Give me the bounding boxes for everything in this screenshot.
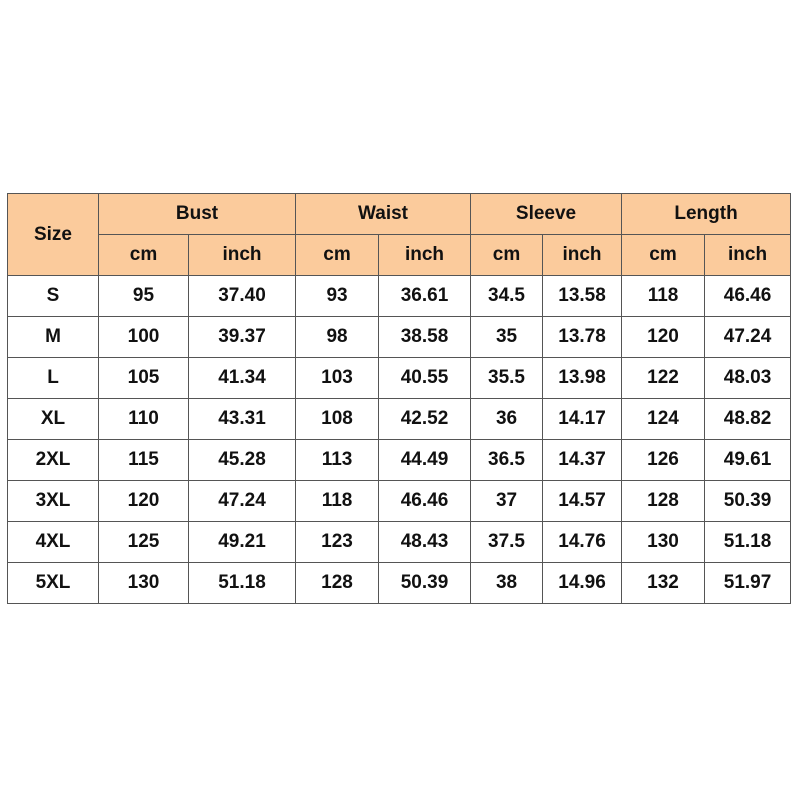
sleeve-inch-cell: 14.17 [543,399,622,440]
sleeve-inch-cell: 13.58 [543,276,622,317]
bust-cm-cell: 95 [99,276,189,317]
length-inch-cell: 47.24 [705,317,791,358]
length-inch-cell: 50.39 [705,481,791,522]
waist-cm-cell: 93 [296,276,379,317]
table-row [8,522,791,563]
waist-inch-cell: 36.61 [379,276,471,317]
bust-inch-cell: 45.28 [189,440,296,481]
waist-inch-cell: 46.46 [379,481,471,522]
table-row [8,317,791,358]
header-unit-inch: inch [189,235,296,276]
sleeve-inch-cell: 14.37 [543,440,622,481]
length-cm-cell: 128 [622,481,705,522]
length-inch-cell: 49.61 [705,440,791,481]
bust-inch-cell: 51.18 [189,563,296,604]
waist-cm-cell: 103 [296,358,379,399]
header-unit-cm: cm [99,235,189,276]
waist-inch-cell: 50.39 [379,563,471,604]
sleeve-cm-cell: 36 [471,399,543,440]
length-inch-cell: 51.18 [705,522,791,563]
bust-cm-cell: 105 [99,358,189,399]
size-cell: XL [8,399,99,440]
bust-cm-cell: 125 [99,522,189,563]
size-cell: S [8,276,99,317]
length-inch-cell: 46.46 [705,276,791,317]
header-length: Length [622,194,791,235]
table-row [8,276,791,317]
waist-cm-cell: 113 [296,440,379,481]
table-row [8,481,791,522]
sleeve-cm-cell: 36.5 [471,440,543,481]
size-cell: M [8,317,99,358]
bust-cm-cell: 120 [99,481,189,522]
sleeve-inch-cell: 14.57 [543,481,622,522]
header-unit-inch: inch [379,235,471,276]
header-unit-cm: cm [471,235,543,276]
waist-cm-cell: 108 [296,399,379,440]
bust-cm-cell: 110 [99,399,189,440]
table-row [8,358,791,399]
size-chart-header [8,194,791,276]
bust-inch-cell: 39.37 [189,317,296,358]
waist-cm-cell: 123 [296,522,379,563]
waist-inch-cell: 38.58 [379,317,471,358]
bust-inch-cell: 47.24 [189,481,296,522]
sleeve-cm-cell: 34.5 [471,276,543,317]
sleeve-cm-cell: 37.5 [471,522,543,563]
size-cell: 2XL [8,440,99,481]
sleeve-cm-cell: 38 [471,563,543,604]
length-inch-cell: 48.82 [705,399,791,440]
sleeve-inch-cell: 14.76 [543,522,622,563]
table-row [8,440,791,481]
length-cm-cell: 130 [622,522,705,563]
waist-inch-cell: 42.52 [379,399,471,440]
length-inch-cell: 48.03 [705,358,791,399]
header-unit-inch: inch [705,235,791,276]
length-cm-cell: 120 [622,317,705,358]
header-row-groups [8,194,791,235]
bust-inch-cell: 37.40 [189,276,296,317]
sleeve-inch-cell: 13.78 [543,317,622,358]
waist-cm-cell: 118 [296,481,379,522]
bust-inch-cell: 49.21 [189,522,296,563]
length-cm-cell: 126 [622,440,705,481]
size-chart-body [8,276,791,604]
header-size: Size [8,194,99,276]
table-row [8,563,791,604]
header-unit-cm: cm [296,235,379,276]
size-cell: 5XL [8,563,99,604]
size-cell: 3XL [8,481,99,522]
header-waist: Waist [296,194,471,235]
table-row [8,399,791,440]
header-sleeve: Sleeve [471,194,622,235]
sleeve-cm-cell: 35 [471,317,543,358]
length-cm-cell: 122 [622,358,705,399]
sleeve-inch-cell: 13.98 [543,358,622,399]
waist-cm-cell: 128 [296,563,379,604]
header-unit-inch: inch [543,235,622,276]
length-cm-cell: 124 [622,399,705,440]
header-bust: Bust [99,194,296,235]
length-inch-cell: 51.97 [705,563,791,604]
bust-cm-cell: 115 [99,440,189,481]
waist-inch-cell: 44.49 [379,440,471,481]
bust-cm-cell: 100 [99,317,189,358]
waist-inch-cell: 48.43 [379,522,471,563]
size-cell: L [8,358,99,399]
size-cell: 4XL [8,522,99,563]
size-chart-table [7,193,791,604]
sleeve-inch-cell: 14.96 [543,563,622,604]
bust-inch-cell: 43.31 [189,399,296,440]
waist-inch-cell: 40.55 [379,358,471,399]
sleeve-cm-cell: 37 [471,481,543,522]
sleeve-cm-cell: 35.5 [471,358,543,399]
waist-cm-cell: 98 [296,317,379,358]
length-cm-cell: 118 [622,276,705,317]
bust-inch-cell: 41.34 [189,358,296,399]
header-row-units [8,235,791,276]
bust-cm-cell: 130 [99,563,189,604]
header-unit-cm: cm [622,235,705,276]
length-cm-cell: 132 [622,563,705,604]
